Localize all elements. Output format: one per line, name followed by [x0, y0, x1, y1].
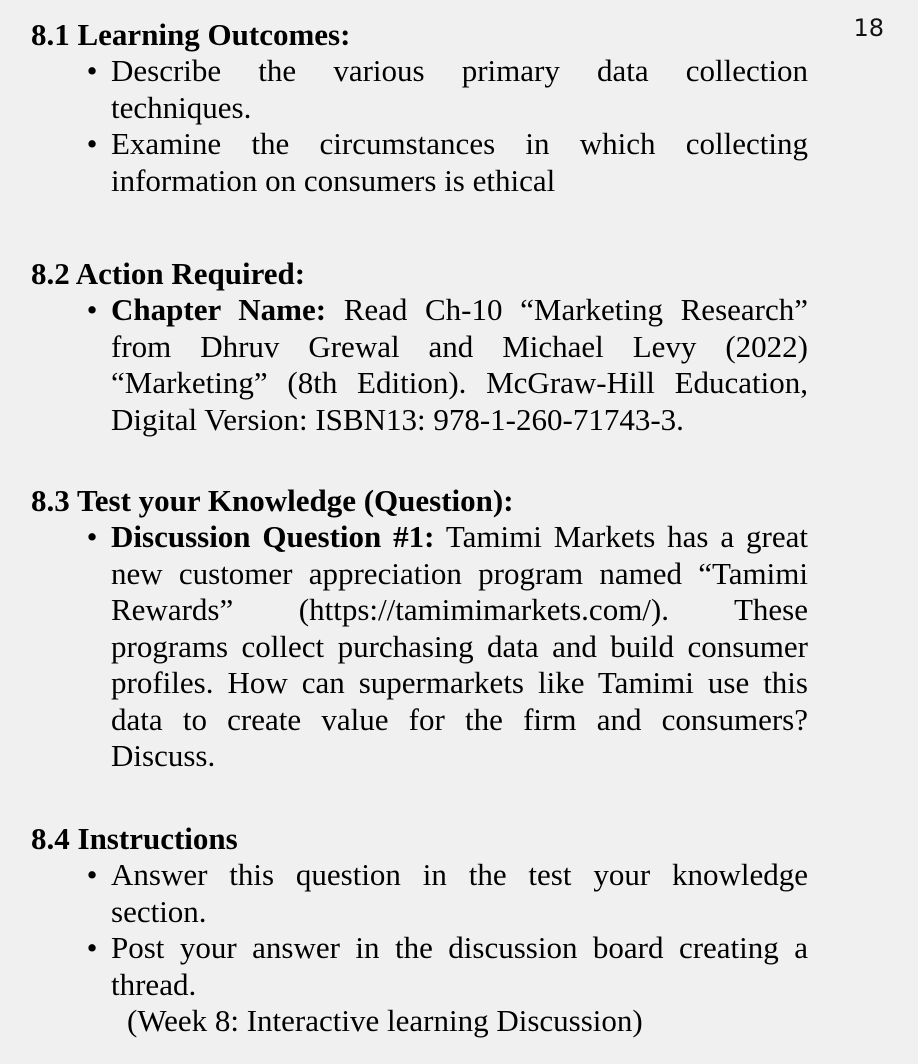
- bullet-icon: •: [86, 292, 98, 327]
- bullet-list: [31, 292, 808, 438]
- list-item: [31, 292, 808, 438]
- item-label: Discussion Question #1:: [111, 519, 435, 554]
- item-text: Post your answer in the discussion board creating a thread.: [111, 930, 808, 1002]
- bullet-icon: •: [86, 930, 98, 965]
- list-item: [31, 126, 808, 199]
- section-heading: 8.4 Instructions: [31, 821, 238, 856]
- section-heading: 8.2 Action Required:: [31, 256, 306, 291]
- section-instructions: [31, 821, 808, 1040]
- list-item: [31, 53, 808, 126]
- bullet-icon: •: [86, 126, 98, 161]
- page-number: 18: [853, 14, 884, 42]
- bullet-list: [31, 519, 808, 775]
- item-text: Tamimi Markets has a great new customer appreciation program named “Tamimi Rewards” (https://tamimimarkets.com/). These programs collect purchasing data and build consumer profiles. How can supermarkets like Tamimi use this data to create value for the firm and consumers? Discuss.: [111, 519, 808, 773]
- bullet-icon: •: [86, 53, 98, 88]
- item-text: Examine the circumstances in which collecting information on consumers is ethical: [111, 126, 808, 198]
- section-heading: 8.3 Test your Knowledge (Question):: [31, 483, 514, 518]
- bullet-list: [31, 53, 808, 199]
- section-learning-outcomes: [31, 17, 808, 199]
- list-item: [31, 857, 808, 930]
- section-test-knowledge: [31, 483, 808, 775]
- item-label: Chapter Name:: [111, 292, 327, 327]
- item-text: Describe the various primary data collection techniques.: [111, 53, 808, 125]
- section-heading: 8.1 Learning Outcomes:: [31, 17, 351, 52]
- bullet-icon: •: [86, 519, 98, 554]
- week-note: (Week 8: Interactive learning Discussion): [127, 1003, 643, 1038]
- item-text: Read Ch-10 “Marketing Research” from Dhruv Grewal and Michael Levy (2022) “Marketing” (8th Edition). McGraw-Hill Education, Digital Version: ISBN13: 978-1-260-71743-3.: [111, 292, 808, 437]
- list-item: [31, 930, 808, 1003]
- item-text: Answer this question in the test your knowledge section.: [111, 857, 808, 929]
- bullet-list: [31, 857, 808, 1003]
- list-item: [31, 519, 808, 775]
- section-action-required: [31, 256, 808, 438]
- bullet-icon: •: [86, 857, 98, 892]
